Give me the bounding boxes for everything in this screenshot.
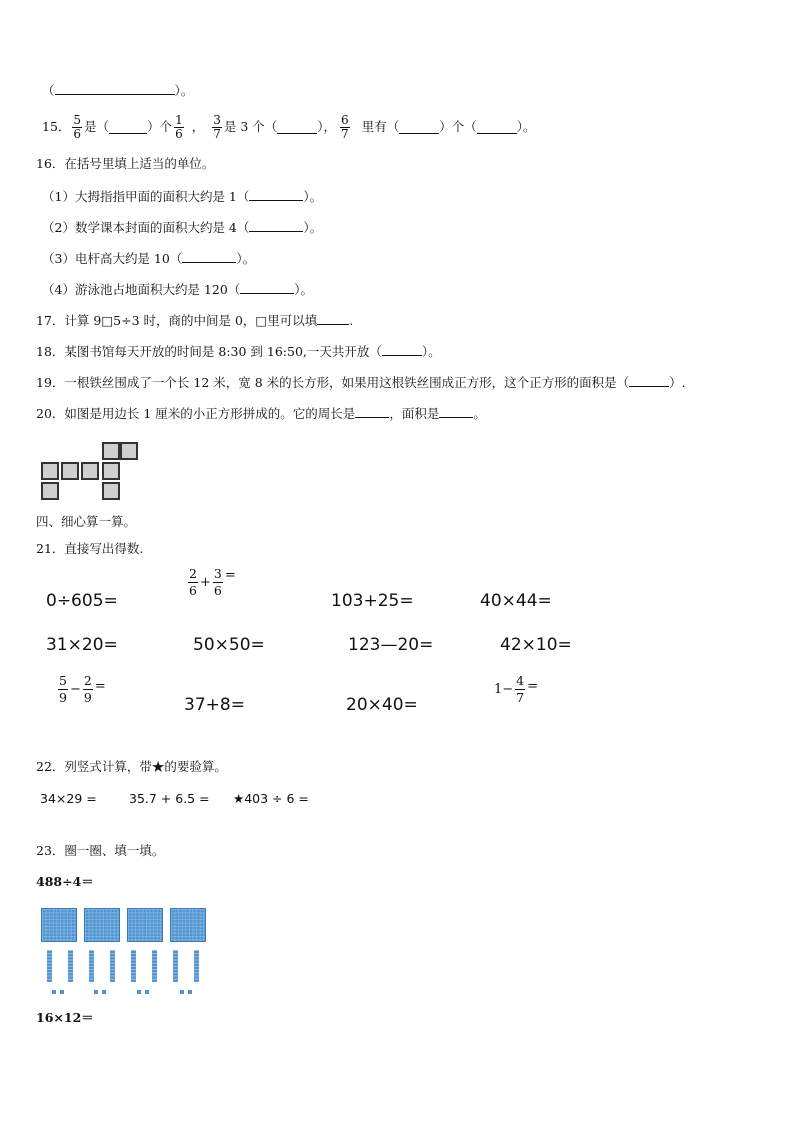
answer-blank[interactable] (439, 405, 473, 418)
section-heading: 四、细心算一算。 (36, 514, 137, 529)
question-17: 17．计算 9□5÷3 时，商的中间是 0，□里可以填 . (36, 313, 354, 328)
unit-square (102, 482, 120, 500)
hundred-flat (127, 908, 163, 942)
one-cube (94, 990, 98, 994)
ten-rod (89, 950, 94, 982)
hundred-flat (84, 908, 120, 942)
answer-blank[interactable] (382, 343, 422, 356)
unit-square (102, 442, 120, 460)
fraction: $\frac{5}{6}$ (73, 112, 82, 141)
answer-blank[interactable] (55, 82, 175, 95)
answer-blank[interactable] (477, 121, 517, 134)
ten-rod (194, 950, 199, 982)
oral-calc: 123—20= (348, 635, 434, 655)
answer-blank[interactable] (249, 219, 303, 232)
unit-square (81, 462, 99, 480)
one-cube (188, 990, 192, 994)
ten-rod (47, 950, 52, 982)
answer-blank[interactable] (249, 188, 303, 201)
continued-line: （ ）。 (42, 83, 194, 98)
oral-calc: 50×50= (193, 635, 265, 655)
ten-rod (68, 950, 73, 982)
answer-blank[interactable] (317, 312, 349, 325)
oral-calc: 103+25= (331, 591, 414, 611)
oral-calc: 20×40= (346, 695, 418, 715)
question-22-title: 22．列竖式计算，带★的要验算。 (36, 759, 227, 774)
oral-calc-fraction: $\frac{2}{6}$ + $\frac{3}{6}$ = (189, 566, 236, 598)
answer-blank[interactable] (355, 405, 389, 418)
oral-calc: 31×20= (46, 635, 118, 655)
one-cube (137, 990, 141, 994)
question-15: 15． $\frac{5}{6}$ 是（ ）个 $\frac{1}{6}$ ， $\frac{3}{7}$ 是 3 个（ ）， $\frac{6}{7}$ 里有（ ）个（ ）。 (42, 112, 536, 141)
one-cube (180, 990, 184, 994)
fraction: $\frac{6}{7}$ (341, 112, 349, 141)
answer-blank[interactable] (240, 281, 294, 294)
ten-rod (131, 950, 136, 982)
answer-blank[interactable] (182, 250, 236, 263)
question-18: 18．某图书馆每天开放的时间是 8:30 到 16:50,一天共开放（ ）。 (36, 344, 441, 359)
one-cube (102, 990, 106, 994)
ten-rod (152, 950, 157, 982)
one-cube (52, 990, 56, 994)
vertical-calc: 35.7 + 6.5 = (129, 791, 210, 806)
oral-calc: 42×10= (500, 635, 572, 655)
oral-calc-fraction: 1− $\frac{4}{7}$ = (494, 673, 539, 705)
unit-square (120, 442, 138, 460)
question-16-item-2: （2）数学课本封面的面积大约是 4（ ）。 (42, 220, 323, 235)
unit-square (102, 462, 120, 480)
oral-calc: 40×44= (480, 591, 552, 611)
answer-blank[interactable] (109, 121, 147, 134)
vertical-calc: 34×29 = (40, 791, 97, 806)
question-16-item-3: （3）电杆高大约是 10（ ）。 (42, 251, 256, 266)
oral-calc: 37+8= (184, 695, 245, 715)
question-16-title: 16．在括号里填上适当的单位。 (36, 156, 215, 171)
question-21-title: 21．直接写出得数. (36, 541, 144, 556)
question-16-item-1: （1）大拇指指甲面的面积大约是 1（ ）。 (42, 189, 323, 204)
one-cube (60, 990, 64, 994)
hundred-flat (41, 908, 77, 942)
unit-square (61, 462, 79, 480)
oral-calc-fraction: $\frac{5}{9}$ − $\frac{2}{9}$ = (59, 673, 106, 705)
unit-square (41, 462, 59, 480)
ten-rod (173, 950, 178, 982)
fraction: $\frac{1}{6}$ (175, 112, 183, 141)
equation: 16×12＝ (36, 1010, 94, 1025)
equation: 488÷4＝ (36, 874, 94, 889)
hundred-flat (170, 908, 206, 942)
answer-blank[interactable] (277, 121, 317, 134)
question-23-title: 23．圈一圈、填一填。 (36, 843, 165, 858)
answer-blank[interactable] (399, 121, 439, 134)
question-16-item-4: （4）游泳池占地面积大约是 120（ ）。 (42, 282, 314, 297)
vertical-calc: ★403 ÷ 6 = (233, 791, 309, 806)
question-20: 20．如图是用边长 1 厘米的小正方形拼成的。它的周长是 ，面积是 。 (36, 406, 486, 421)
question-19: 19．一根铁丝围成了一个长 12 米，宽 8 米的长方形，如果用这根铁丝围成正方形，这个正方形的面积是（ ）. (36, 375, 686, 390)
answer-blank[interactable] (629, 374, 669, 387)
one-cube (145, 990, 149, 994)
ten-rod (110, 950, 115, 982)
fraction: $\frac{3}{7}$ (213, 112, 221, 141)
oral-calc: 0÷605= (46, 591, 118, 611)
unit-square (41, 482, 59, 500)
